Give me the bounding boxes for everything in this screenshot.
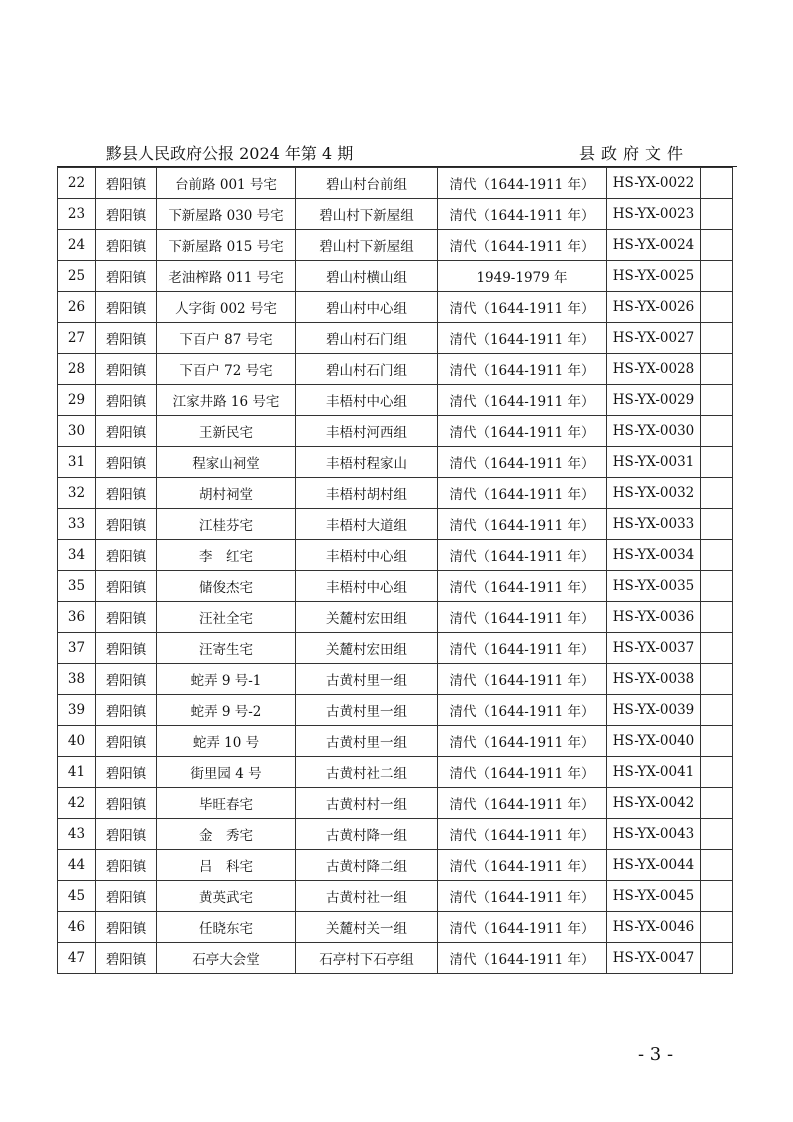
note-cell	[701, 850, 733, 881]
building-name-cell: 江家井路 16 号宅	[157, 385, 296, 416]
location-cell: 碧山村横山组	[296, 261, 438, 292]
code-cell: HS-YX-0047	[607, 943, 701, 974]
building-name-cell: 下新屋路 030 号宅	[157, 199, 296, 230]
note-cell	[701, 447, 733, 478]
town-cell: 碧阳镇	[96, 912, 157, 943]
code-cell: HS-YX-0024	[607, 230, 701, 261]
town-cell: 碧阳镇	[96, 943, 157, 974]
location-cell: 古黄村降一组	[296, 819, 438, 850]
table-row	[58, 199, 733, 230]
era-cell: 清代（1644-1911 年）	[438, 230, 607, 261]
town-cell: 碧阳镇	[96, 261, 157, 292]
note-cell	[701, 571, 733, 602]
town-cell: 碧阳镇	[96, 633, 157, 664]
table-row	[58, 757, 733, 788]
building-name-cell: 下新屋路 015 号宅	[157, 230, 296, 261]
building-name-cell: 人字街 002 号宅	[157, 292, 296, 323]
building-name-cell: 任晓东宅	[157, 912, 296, 943]
era-cell: 清代（1644-1911 年）	[438, 168, 607, 199]
town-cell: 碧阳镇	[96, 199, 157, 230]
table-row	[58, 664, 733, 695]
row-number: 39	[58, 695, 96, 726]
row-number: 22	[58, 168, 96, 199]
town-cell: 碧阳镇	[96, 726, 157, 757]
era-cell: 清代（1644-1911 年）	[438, 788, 607, 819]
town-cell: 碧阳镇	[96, 385, 157, 416]
location-cell: 碧山村石门组	[296, 323, 438, 354]
note-cell	[701, 354, 733, 385]
building-name-cell: 江桂芬宅	[157, 509, 296, 540]
era-cell: 清代（1644-1911 年）	[438, 695, 607, 726]
table-row	[58, 168, 733, 199]
location-cell: 古黄村社二组	[296, 757, 438, 788]
town-cell: 碧阳镇	[96, 354, 157, 385]
table-row	[58, 261, 733, 292]
location-cell: 古黄村里一组	[296, 726, 438, 757]
town-cell: 碧阳镇	[96, 323, 157, 354]
location-cell: 石亭村下石亭组	[296, 943, 438, 974]
row-number: 38	[58, 664, 96, 695]
note-cell	[701, 478, 733, 509]
era-cell: 清代（1644-1911 年）	[438, 354, 607, 385]
code-cell: HS-YX-0036	[607, 602, 701, 633]
table-row	[58, 571, 733, 602]
table-row	[58, 354, 733, 385]
table-row	[58, 943, 733, 974]
building-name-cell: 下百户 87 号宅	[157, 323, 296, 354]
building-name-cell: 下百户 72 号宅	[157, 354, 296, 385]
note-cell	[701, 323, 733, 354]
location-cell: 关麓村宏田组	[296, 633, 438, 664]
table-row	[58, 416, 733, 447]
location-cell: 古黄村里一组	[296, 664, 438, 695]
era-cell: 清代（1644-1911 年）	[438, 664, 607, 695]
location-cell: 古黄村社一组	[296, 881, 438, 912]
row-number: 29	[58, 385, 96, 416]
location-cell: 碧山村中心组	[296, 292, 438, 323]
code-cell: HS-YX-0046	[607, 912, 701, 943]
location-cell: 丰梧村大道组	[296, 509, 438, 540]
row-number: 37	[58, 633, 96, 664]
code-cell: HS-YX-0041	[607, 757, 701, 788]
row-number: 28	[58, 354, 96, 385]
table-row	[58, 447, 733, 478]
code-cell: HS-YX-0025	[607, 261, 701, 292]
running-header	[106, 141, 689, 165]
location-cell: 碧山村台前组	[296, 168, 438, 199]
location-cell: 丰梧村中心组	[296, 571, 438, 602]
era-cell: 清代（1644-1911 年）	[438, 447, 607, 478]
table-row	[58, 478, 733, 509]
row-number: 26	[58, 292, 96, 323]
table-row	[58, 788, 733, 819]
table-row	[58, 292, 733, 323]
town-cell: 碧阳镇	[96, 292, 157, 323]
building-name-cell: 石亭大会堂	[157, 943, 296, 974]
town-cell: 碧阳镇	[96, 447, 157, 478]
row-number: 44	[58, 850, 96, 881]
code-cell: HS-YX-0045	[607, 881, 701, 912]
town-cell: 碧阳镇	[96, 881, 157, 912]
note-cell	[701, 881, 733, 912]
table-row	[58, 695, 733, 726]
row-number: 31	[58, 447, 96, 478]
code-cell: HS-YX-0023	[607, 199, 701, 230]
location-cell: 丰梧村胡村组	[296, 478, 438, 509]
row-number: 47	[58, 943, 96, 974]
row-number: 34	[58, 540, 96, 571]
table-row	[58, 323, 733, 354]
location-cell: 碧山村下新屋组	[296, 199, 438, 230]
note-cell	[701, 757, 733, 788]
table-row	[58, 881, 733, 912]
building-name-cell: 李 红宅	[157, 540, 296, 571]
row-number: 32	[58, 478, 96, 509]
era-cell: 清代（1644-1911 年）	[438, 571, 607, 602]
note-cell	[701, 726, 733, 757]
code-cell: HS-YX-0039	[607, 695, 701, 726]
note-cell	[701, 230, 733, 261]
note-cell	[701, 416, 733, 447]
town-cell: 碧阳镇	[96, 509, 157, 540]
town-cell: 碧阳镇	[96, 168, 157, 199]
era-cell: 清代（1644-1911 年）	[438, 416, 607, 447]
table-body	[58, 168, 733, 974]
location-cell: 丰梧村中心组	[296, 540, 438, 571]
note-cell	[701, 633, 733, 664]
note-cell	[701, 664, 733, 695]
code-cell: HS-YX-0027	[607, 323, 701, 354]
town-cell: 碧阳镇	[96, 478, 157, 509]
table-row	[58, 509, 733, 540]
code-cell: HS-YX-0035	[607, 571, 701, 602]
code-cell: HS-YX-0029	[607, 385, 701, 416]
table-row	[58, 850, 733, 881]
table-row	[58, 633, 733, 664]
town-cell: 碧阳镇	[96, 757, 157, 788]
row-number: 42	[58, 788, 96, 819]
era-cell: 清代（1644-1911 年）	[438, 540, 607, 571]
building-name-cell: 蛇弄 10 号	[157, 726, 296, 757]
row-number: 45	[58, 881, 96, 912]
row-number: 24	[58, 230, 96, 261]
note-cell	[701, 168, 733, 199]
note-cell	[701, 509, 733, 540]
era-cell: 清代（1644-1911 年）	[438, 478, 607, 509]
town-cell: 碧阳镇	[96, 695, 157, 726]
table-row	[58, 912, 733, 943]
location-cell: 丰梧村程家山	[296, 447, 438, 478]
table-row	[58, 726, 733, 757]
row-number: 25	[58, 261, 96, 292]
building-name-cell: 毕旺春宅	[157, 788, 296, 819]
table-row	[58, 602, 733, 633]
note-cell	[701, 385, 733, 416]
building-name-cell: 金 秀宅	[157, 819, 296, 850]
era-cell: 清代（1644-1911 年）	[438, 292, 607, 323]
row-number: 46	[58, 912, 96, 943]
location-cell: 碧山村石门组	[296, 354, 438, 385]
table-row	[58, 819, 733, 850]
era-cell: 清代（1644-1911 年）	[438, 385, 607, 416]
note-cell	[701, 912, 733, 943]
era-cell: 1949-1979 年	[438, 261, 607, 292]
code-cell: HS-YX-0028	[607, 354, 701, 385]
town-cell: 碧阳镇	[96, 602, 157, 633]
building-name-cell: 汪社全宅	[157, 602, 296, 633]
location-cell: 丰梧村中心组	[296, 385, 438, 416]
page-number: - 3 -	[638, 1044, 674, 1065]
note-cell	[701, 695, 733, 726]
era-cell: 清代（1644-1911 年）	[438, 509, 607, 540]
building-name-cell: 黄英武宅	[157, 881, 296, 912]
era-cell: 清代（1644-1911 年）	[438, 943, 607, 974]
town-cell: 碧阳镇	[96, 850, 157, 881]
building-name-cell: 储俊杰宅	[157, 571, 296, 602]
town-cell: 碧阳镇	[96, 819, 157, 850]
era-cell: 清代（1644-1911 年）	[438, 602, 607, 633]
code-cell: HS-YX-0044	[607, 850, 701, 881]
code-cell: HS-YX-0043	[607, 819, 701, 850]
row-number: 40	[58, 726, 96, 757]
code-cell: HS-YX-0033	[607, 509, 701, 540]
table-row	[58, 230, 733, 261]
era-cell: 清代（1644-1911 年）	[438, 726, 607, 757]
building-name-cell: 街里园 4 号	[157, 757, 296, 788]
note-cell	[701, 819, 733, 850]
heritage-table	[57, 167, 733, 974]
building-name-cell: 王新民宅	[157, 416, 296, 447]
note-cell	[701, 788, 733, 819]
code-cell: HS-YX-0026	[607, 292, 701, 323]
note-cell	[701, 943, 733, 974]
location-cell: 关麓村关一组	[296, 912, 438, 943]
location-cell: 古黄村村一组	[296, 788, 438, 819]
building-name-cell: 蛇弄 9 号-2	[157, 695, 296, 726]
note-cell	[701, 261, 733, 292]
town-cell: 碧阳镇	[96, 571, 157, 602]
town-cell: 碧阳镇	[96, 664, 157, 695]
code-cell: HS-YX-0037	[607, 633, 701, 664]
code-cell: HS-YX-0038	[607, 664, 701, 695]
note-cell	[701, 602, 733, 633]
town-cell: 碧阳镇	[96, 788, 157, 819]
building-name-cell: 程家山祠堂	[157, 447, 296, 478]
building-name-cell: 汪寄生宅	[157, 633, 296, 664]
era-cell: 清代（1644-1911 年）	[438, 323, 607, 354]
row-number: 35	[58, 571, 96, 602]
building-name-cell: 蛇弄 9 号-1	[157, 664, 296, 695]
town-cell: 碧阳镇	[96, 540, 157, 571]
section-label: 县政府文件	[578, 144, 689, 163]
town-cell: 碧阳镇	[96, 230, 157, 261]
bulletin-title: 黟县人民政府公报 2024 年第 4 期	[106, 144, 354, 163]
code-cell: HS-YX-0034	[607, 540, 701, 571]
note-cell	[701, 540, 733, 571]
code-cell: HS-YX-0042	[607, 788, 701, 819]
code-cell: HS-YX-0040	[607, 726, 701, 757]
era-cell: 清代（1644-1911 年）	[438, 199, 607, 230]
building-name-cell: 胡村祠堂	[157, 478, 296, 509]
location-cell: 关麓村宏田组	[296, 602, 438, 633]
era-cell: 清代（1644-1911 年）	[438, 633, 607, 664]
table-row	[58, 385, 733, 416]
location-cell: 古黄村里一组	[296, 695, 438, 726]
town-cell: 碧阳镇	[96, 416, 157, 447]
row-number: 27	[58, 323, 96, 354]
location-cell: 古黄村降二组	[296, 850, 438, 881]
row-number: 41	[58, 757, 96, 788]
location-cell: 丰梧村河西组	[296, 416, 438, 447]
era-cell: 清代（1644-1911 年）	[438, 757, 607, 788]
code-cell: HS-YX-0030	[607, 416, 701, 447]
row-number: 23	[58, 199, 96, 230]
table-row	[58, 540, 733, 571]
row-number: 43	[58, 819, 96, 850]
building-name-cell: 台前路 001 号宅	[157, 168, 296, 199]
era-cell: 清代（1644-1911 年）	[438, 850, 607, 881]
note-cell	[701, 199, 733, 230]
era-cell: 清代（1644-1911 年）	[438, 881, 607, 912]
building-name-cell: 老油榨路 011 号宅	[157, 261, 296, 292]
row-number: 36	[58, 602, 96, 633]
row-number: 33	[58, 509, 96, 540]
note-cell	[701, 292, 733, 323]
era-cell: 清代（1644-1911 年）	[438, 819, 607, 850]
row-number: 30	[58, 416, 96, 447]
code-cell: HS-YX-0032	[607, 478, 701, 509]
code-cell: HS-YX-0031	[607, 447, 701, 478]
location-cell: 碧山村下新屋组	[296, 230, 438, 261]
building-name-cell: 吕 科宅	[157, 850, 296, 881]
era-cell: 清代（1644-1911 年）	[438, 912, 607, 943]
code-cell: HS-YX-0022	[607, 168, 701, 199]
